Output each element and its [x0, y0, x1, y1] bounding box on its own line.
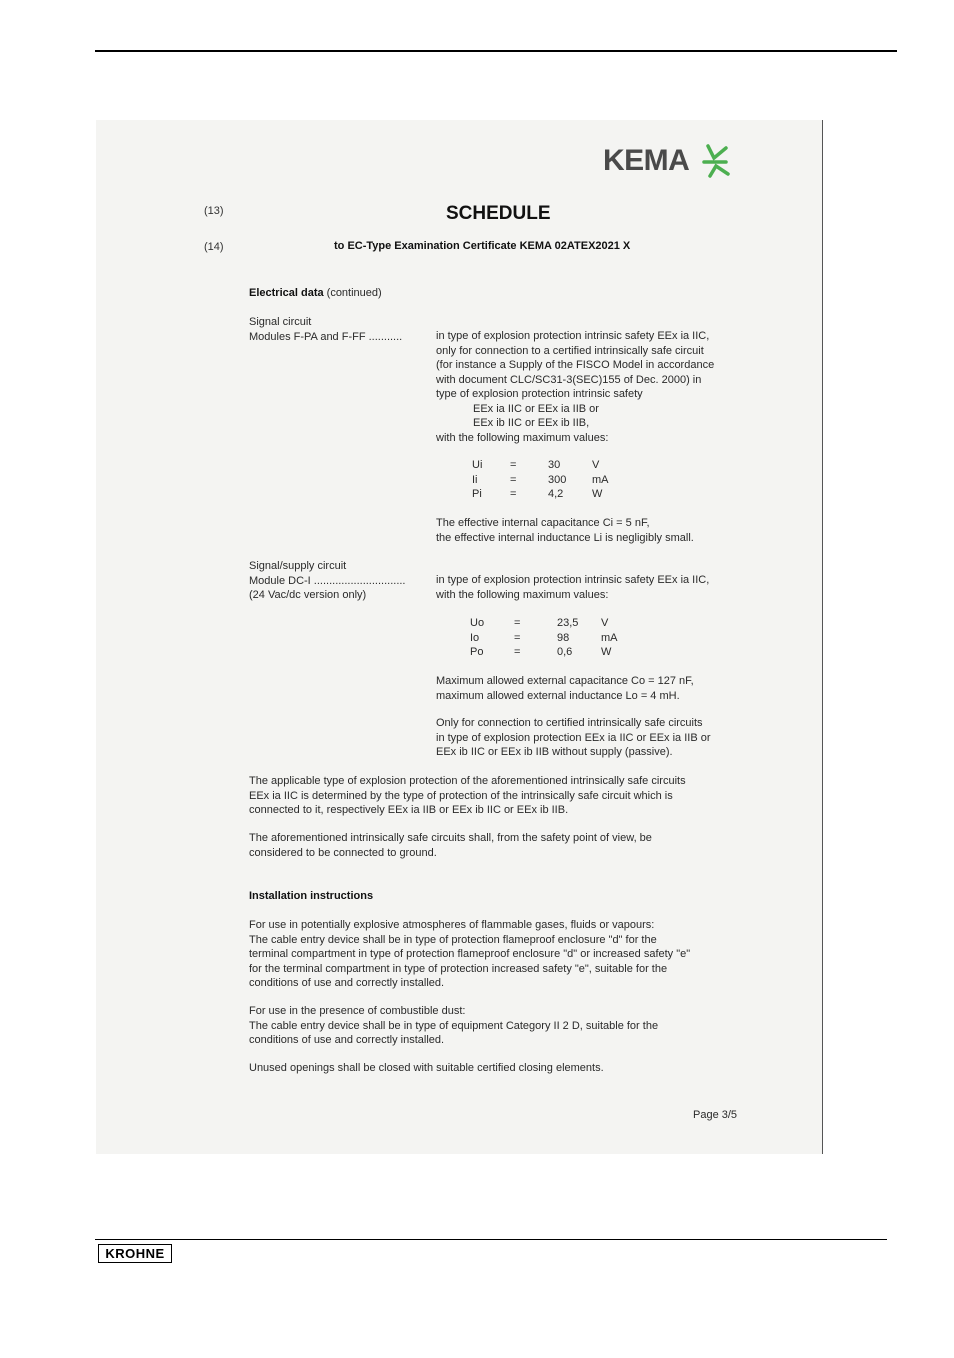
- text-line: EEx ia IIC or EEx ia IIB or: [473, 402, 599, 415]
- text-line: Only for connection to certified intrinsically safe circuits: [436, 717, 703, 729]
- supply-label-line: Module DC-I ..............................: [249, 574, 406, 587]
- value-row: [470, 631, 618, 646]
- text-line: (for instance a Supply of the FISCO Model in accordance: [436, 359, 715, 371]
- value-row: [472, 487, 609, 502]
- ground-paragraph: [249, 831, 652, 860]
- text-line: Maximum allowed external capacitance Co = 127 nF,: [436, 675, 694, 687]
- supply-circuit-text: [436, 573, 756, 602]
- text-line: in type of explosion protection intrinsic safety EEx ia IIC,: [436, 330, 710, 342]
- value-row: [470, 645, 618, 660]
- text-line: in type of explosion protection intrinsic safety EEx ia IIC,: [436, 574, 710, 586]
- text-line: in type of explosion protection EEx ia IIC or EEx ia IIB or: [436, 731, 711, 744]
- text-line: considered to be connected to ground.: [249, 846, 437, 859]
- text-line: terminal compartment in type of protection flameproof enclosure "d" or increased safety "e": [249, 948, 691, 960]
- value-equals: =: [510, 488, 517, 500]
- certificate-subtitle: to EC-Type Examination Certificate KEMA 02ATEX2021 X: [334, 240, 631, 252]
- supply-values-table: [470, 616, 618, 660]
- value-symbol: Ii: [472, 473, 478, 486]
- text-line: The effective internal capacitance Ci = 5 nF,: [436, 517, 650, 529]
- text-line: For use in the presence of combustible dust:: [249, 1005, 466, 1017]
- value-number: 23,5: [557, 617, 579, 629]
- text-line: EEx ia IIC is determined by the type of protection of the intrinsically safe circuit which is: [249, 789, 673, 802]
- text-line: For use in potentially explosive atmospheres of flammable gases, fluids or vapours:: [249, 919, 655, 931]
- value-unit: W: [601, 646, 612, 658]
- value-unit: W: [592, 488, 603, 500]
- dust-paragraph: [249, 1004, 756, 1048]
- line-number-13: (13): [204, 205, 224, 217]
- text-line: connected to it, respectively EEx ia IIB or EEx ib IIC or EEx ib IIB.: [249, 804, 569, 816]
- capacitance-text: [436, 516, 694, 545]
- value-symbol: Pi: [472, 488, 482, 500]
- value-number: 30: [548, 459, 561, 471]
- text-line: with the following maximum values:: [436, 588, 609, 601]
- value-symbol: Po: [470, 646, 484, 658]
- value-unit: V: [592, 459, 600, 471]
- value-unit: mA: [592, 473, 609, 486]
- value-equals: =: [514, 646, 521, 658]
- value-equals: =: [510, 459, 517, 471]
- value-equals: =: [514, 631, 521, 644]
- text-line: only for connection to a certified intrinsically safe circuit: [436, 344, 704, 357]
- supply-circuit-label: [249, 559, 405, 603]
- gases-paragraph: [249, 918, 690, 991]
- supply-label-line: Signal/supply circuit: [249, 560, 347, 572]
- page-number: Page 3/5: [693, 1109, 738, 1121]
- signal-values-table: [472, 458, 609, 502]
- electrical-heading-rest: (continued): [323, 287, 382, 299]
- text-line: The cable entry device shall be in type of equipment Category II 2 D, suitable for the: [249, 1019, 659, 1032]
- signal-label-line: Signal circuit: [249, 316, 312, 328]
- max-allowed-text: [436, 674, 694, 703]
- footer-rule: [95, 1239, 887, 1240]
- value-row: [470, 616, 618, 631]
- electrical-heading: [249, 286, 382, 301]
- only-connection-text: [436, 716, 711, 760]
- applicable-paragraph: [249, 774, 686, 818]
- text-line: with the following maximum values:: [436, 431, 609, 444]
- value-symbol: Uo: [470, 617, 485, 629]
- text-line: EEx ib IIC or EEx ib IIB,: [473, 417, 590, 429]
- line-number-14: (14): [204, 241, 224, 253]
- signal-circuit-text: [436, 329, 756, 445]
- signal-circuit-label: [249, 315, 402, 344]
- kema-mark-icon: [700, 144, 730, 178]
- text-line: The cable entry device shall be in type of protection flameproof enclosure "d" for the: [249, 933, 657, 946]
- value-equals: =: [514, 617, 521, 629]
- electrical-heading-bold: Electrical data: [249, 287, 324, 299]
- value-row: [472, 473, 609, 488]
- value-number: 0,6: [557, 646, 573, 658]
- text-line: for the terminal compartment in type of protection increased safety "e", suitable for the: [249, 962, 668, 975]
- unused-openings-text: Unused openings shall be closed with suitable certified closing elements.: [249, 1062, 604, 1074]
- value-symbol: Io: [470, 631, 480, 644]
- signal-label-line: Modules F-PA and F-FF ...........: [249, 330, 403, 343]
- supply-label-line: (24 Vac/dc version only): [249, 589, 367, 601]
- text-line: conditions of use and correctly installed.: [249, 977, 445, 989]
- value-number: 98: [557, 631, 570, 644]
- text-line: the effective internal inductance Li is negligibly small.: [436, 531, 694, 544]
- text-line: conditions of use and correctly installed.: [249, 1034, 445, 1046]
- krohne-logo: KROHNE: [98, 1244, 172, 1263]
- kema-logo: KEMA: [603, 144, 690, 177]
- value-unit: V: [601, 617, 609, 629]
- value-equals: =: [510, 473, 517, 486]
- installation-heading: Installation instructions: [249, 890, 374, 902]
- text-line: with document CLC/SC31-3(SEC)155 of Dec. 2000) in: [436, 373, 702, 386]
- text-line: maximum allowed external inductance Lo = 4 mH.: [436, 689, 680, 702]
- value-symbol: Ui: [472, 459, 483, 471]
- schedule-title: SCHEDULE: [446, 203, 551, 224]
- value-number: 300: [548, 473, 567, 486]
- text-line: The aforementioned intrinsically safe circuits shall, from the safety point of view, be: [249, 832, 652, 844]
- header-rule: [95, 50, 897, 52]
- text-line: type of explosion protection intrinsic safety: [436, 388, 643, 400]
- text-line: EEx ib IIC or EEx ib IIB without supply (passive).: [436, 746, 673, 758]
- certificate-scan: [96, 120, 823, 1154]
- value-unit: mA: [601, 631, 618, 644]
- text-line: The applicable type of explosion protection of the aforementioned intrinsically safe circuits: [249, 775, 686, 787]
- value-row: [472, 458, 609, 473]
- value-number: 4,2: [548, 488, 564, 500]
